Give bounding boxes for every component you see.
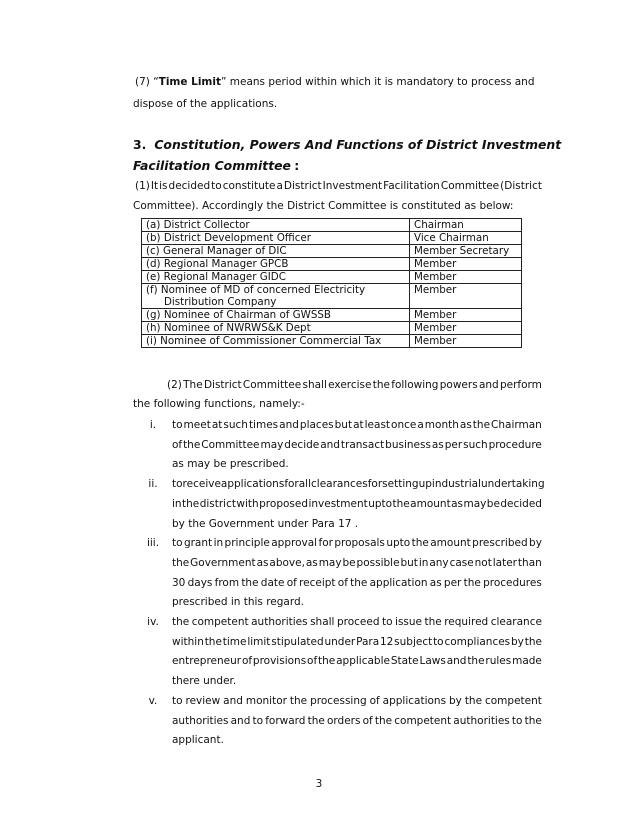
- function-word: case: [449, 556, 474, 569]
- function-word: once: [391, 419, 417, 431]
- function-word: days: [187, 576, 213, 589]
- function-word: than: [517, 556, 542, 569]
- function-word: may: [260, 438, 284, 451]
- function-word: 12: [379, 635, 394, 648]
- function-word: rules: [485, 655, 512, 668]
- function-word: upto: [368, 497, 393, 510]
- function-word: the: [172, 556, 190, 569]
- page-number: 3: [315, 778, 323, 790]
- table-row: [142, 322, 522, 335]
- function-word: be: [486, 497, 500, 510]
- para-1-word: It: [150, 180, 159, 192]
- function-word: limit: [247, 635, 271, 648]
- function-line: [172, 557, 542, 569]
- para-1-word: constitute: [222, 180, 276, 192]
- function-word: Committee: [201, 438, 260, 451]
- function-word: and: [279, 419, 299, 431]
- function-word: the: [463, 576, 481, 589]
- function-word: of: [172, 438, 183, 451]
- function-word: be: [342, 556, 356, 569]
- function-word: at: [353, 419, 364, 431]
- function-line: [172, 537, 542, 549]
- function-word: business: [385, 438, 431, 451]
- function-word: such: [223, 419, 248, 431]
- function-word: under: [324, 635, 356, 648]
- function-word: within: [172, 635, 204, 648]
- function-word: the: [183, 438, 201, 451]
- function-word: possible: [356, 556, 400, 569]
- committee-table: [141, 218, 522, 348]
- function-word: and: [223, 694, 243, 707]
- role-cell: Member: [410, 322, 522, 335]
- para-1-word: District: [283, 180, 322, 192]
- member-name: (e) Regional Manager GIDC: [146, 271, 286, 283]
- function-word: the: [467, 655, 485, 668]
- function-word: competent: [191, 616, 249, 628]
- member-cell: [142, 309, 410, 322]
- function-word: in: [418, 556, 429, 569]
- function-word: compliances: [444, 635, 511, 648]
- function-word: principle: [224, 537, 270, 550]
- function-word: approval: [271, 537, 318, 550]
- function-word: a: [417, 419, 424, 431]
- function-word: the: [524, 714, 542, 727]
- member-name: (a) District Collector: [146, 219, 250, 231]
- function-word: with: [236, 497, 259, 510]
- function-word: applicable: [336, 655, 390, 668]
- function-word: places: [299, 419, 334, 431]
- function-word: meet: [183, 419, 211, 431]
- para-2-word: the: [372, 379, 390, 391]
- para-7-prefix: (7) “: [135, 76, 159, 88]
- para-7-line-1: [135, 76, 535, 88]
- function-word: procedure: [488, 438, 542, 451]
- para-2-word: The: [183, 379, 203, 391]
- function-word: entrepreneur: [172, 655, 242, 668]
- function-word: the: [374, 714, 393, 727]
- function-word: up: [418, 478, 432, 491]
- function-word: for: [318, 537, 333, 550]
- function-word: of: [286, 576, 297, 589]
- function-word: times: [248, 419, 279, 431]
- function-word: per: [444, 438, 463, 451]
- para-7-rest: ” means period within which it is mandatory to process and: [221, 76, 535, 88]
- para-1-word: Facilitation: [383, 180, 440, 192]
- function-word: per: [443, 576, 462, 589]
- function-line: [172, 715, 542, 727]
- section-3-heading-line-2: [133, 158, 299, 173]
- para-2-word: (2): [167, 379, 182, 391]
- function-word: proposed: [259, 497, 309, 510]
- function-line: [172, 478, 545, 491]
- function-word: proposals: [334, 537, 385, 550]
- function-line: [172, 439, 542, 451]
- function-word: to: [382, 616, 393, 628]
- function-word: 30: [172, 576, 186, 589]
- para-2-word: and: [478, 379, 499, 391]
- function-word: of: [369, 694, 380, 707]
- function-word: the: [411, 537, 429, 550]
- para-2-word: shall: [302, 379, 327, 391]
- function-word: least: [364, 419, 391, 431]
- role-cell: Vice Chairman: [410, 232, 522, 245]
- function-word: of: [337, 576, 348, 589]
- function-word: proceed: [336, 616, 380, 628]
- member-name: (i) Nominee of Commissioner Commercial Tax: [146, 335, 382, 347]
- function-word: the: [524, 635, 542, 648]
- member-cell: [142, 335, 410, 348]
- function-word: Chairman: [491, 419, 542, 431]
- function-word: shall: [310, 616, 335, 628]
- para-7-line-2: dispose of the applications.: [133, 98, 278, 110]
- function-last-line: applicant.: [172, 734, 224, 747]
- function-word: later: [492, 556, 517, 569]
- function-word: and: [446, 655, 467, 668]
- function-word: the: [172, 616, 190, 628]
- para-1-word: a: [276, 180, 283, 192]
- function-word: the: [392, 497, 410, 510]
- member-name: (c) General Manager of DIC: [146, 245, 287, 257]
- function-word: month: [424, 419, 459, 431]
- function-word: time: [222, 635, 247, 648]
- member-cell: [142, 322, 410, 335]
- function-word: to: [172, 478, 183, 491]
- function-word: in: [172, 497, 182, 510]
- function-word: as: [451, 497, 464, 510]
- function-word: Laws: [419, 655, 446, 668]
- function-word: to: [252, 714, 264, 727]
- function-word: and: [230, 714, 251, 727]
- para-2-word: perform: [499, 379, 542, 391]
- function-word: stipulated: [271, 635, 324, 648]
- function-word: the: [464, 694, 483, 707]
- function-word: as: [429, 576, 442, 589]
- para-1-word: (District: [500, 180, 542, 192]
- function-word: competent: [484, 694, 542, 707]
- para-2-line-2: the following functions, namely:-: [133, 398, 305, 410]
- role-cell: Chairman: [410, 219, 522, 232]
- function-word: review: [185, 694, 221, 707]
- function-word: to: [172, 419, 183, 431]
- function-word: to: [172, 537, 183, 550]
- function-word: from: [214, 576, 240, 589]
- function-word: the: [472, 419, 491, 431]
- function-word: provisions: [252, 655, 307, 668]
- para-2-word: exercise: [328, 379, 372, 391]
- function-word: as: [431, 438, 444, 451]
- member-cell: [142, 245, 410, 258]
- function-word: competent: [394, 714, 452, 727]
- member-name: (h) Nominee of NWRWS&K Dept: [146, 322, 311, 334]
- function-word: at: [211, 419, 223, 431]
- function-word: above,: [269, 556, 305, 569]
- role-cell: Member Secretary: [410, 245, 522, 258]
- function-word: transact: [340, 438, 385, 451]
- function-numeral: i.: [149, 419, 157, 431]
- function-line: [172, 695, 542, 707]
- function-word: as: [459, 419, 472, 431]
- function-word: the: [318, 655, 336, 668]
- function-word: for: [367, 478, 383, 491]
- member-cell: [142, 258, 410, 271]
- function-last-line: as may be prescribed.: [172, 458, 289, 471]
- function-word: date: [260, 576, 285, 589]
- function-word: applications: [382, 694, 447, 707]
- para-7-term: Time Limit: [158, 76, 221, 88]
- function-word: to: [511, 714, 523, 727]
- function-word: applications: [220, 478, 285, 491]
- table-row: [142, 232, 522, 245]
- function-word: monitor: [245, 694, 287, 707]
- function-word: subject: [394, 635, 433, 648]
- function-word: of: [362, 714, 373, 727]
- function-word: orders: [327, 714, 361, 727]
- function-word: upto: [386, 537, 411, 550]
- function-word: prescribed: [472, 537, 528, 550]
- function-word: any: [429, 556, 449, 569]
- function-word: such: [463, 438, 488, 451]
- function-word: made: [512, 655, 542, 668]
- function-word: Para: [356, 635, 380, 648]
- para-2-word: powers: [439, 379, 478, 391]
- function-word: the: [307, 714, 325, 727]
- para-2-word: Committee: [242, 379, 302, 391]
- para-1-word: decided: [168, 180, 211, 192]
- member-name: (g) Nominee of Chairman of GWSSB: [146, 309, 331, 321]
- function-line: [172, 577, 542, 589]
- function-word: the: [350, 576, 368, 589]
- function-word: amount: [410, 497, 451, 510]
- function-word: authorities: [172, 714, 229, 727]
- function-line: [172, 655, 542, 667]
- function-word: industrial: [431, 478, 481, 491]
- function-word: setting: [382, 478, 419, 491]
- function-numeral: v.: [148, 694, 158, 707]
- role-cell: Member: [410, 309, 522, 322]
- function-word: by: [510, 635, 524, 648]
- function-word: issue: [395, 616, 423, 628]
- function-word: receipt: [299, 576, 336, 589]
- function-word: amount: [430, 537, 471, 550]
- function-last-line: there under.: [172, 675, 237, 688]
- function-line: [172, 419, 542, 431]
- function-numeral: iv.: [147, 616, 159, 628]
- function-word: for: [284, 478, 299, 491]
- function-word: but: [400, 556, 418, 569]
- function-last-line: prescribed in this regard.: [172, 596, 305, 609]
- function-word: receive: [182, 478, 221, 491]
- table-row: [142, 219, 522, 232]
- function-word: by: [448, 694, 462, 707]
- table-row: [142, 271, 522, 284]
- para-1-word: Investment: [322, 180, 383, 192]
- function-word: district: [199, 497, 236, 510]
- function-word: the: [241, 576, 259, 589]
- section-3-title: Constitution, Powers And Functions of District Investment: [154, 137, 562, 152]
- table-row: [142, 335, 522, 348]
- function-line: [172, 498, 542, 510]
- function-word: may: [318, 556, 342, 569]
- para-1-word: is: [159, 180, 168, 192]
- function-word: the: [289, 694, 308, 707]
- function-word: clearances: [311, 478, 368, 491]
- function-word: not: [474, 556, 492, 569]
- function-word: processing: [310, 694, 367, 707]
- function-word: State: [390, 655, 419, 668]
- function-line: [172, 636, 542, 648]
- function-word: but: [334, 419, 353, 431]
- function-word: in: [213, 537, 224, 550]
- para-1-line-2: Committee). Accordingly the District Committee is constituted as below:: [133, 200, 514, 212]
- function-word: decided: [500, 497, 542, 510]
- function-word: procedures: [483, 576, 542, 589]
- role-cell: Member: [410, 258, 522, 271]
- table-row: [142, 245, 522, 258]
- function-word: the: [204, 635, 222, 648]
- function-word: as: [305, 556, 318, 569]
- para-1-line-1: [135, 180, 542, 192]
- section-3-title-cont: Facilitation Committee: [133, 158, 291, 173]
- para-1-word: (1): [135, 180, 150, 192]
- function-last-line: by the Government under Para 17 .: [172, 517, 359, 530]
- section-3-heading-line-1: [133, 137, 562, 152]
- function-word: all: [298, 478, 312, 491]
- function-word: as: [256, 556, 269, 569]
- function-word: the: [182, 497, 200, 510]
- function-word: of: [241, 655, 253, 668]
- function-word: Government: [190, 556, 256, 569]
- role-cell: Member: [410, 335, 522, 348]
- para-1-word: to: [211, 180, 222, 192]
- member-name: (d) Regional Manager GPCB: [146, 258, 289, 270]
- function-word: authorities: [453, 714, 510, 727]
- member-cell: [142, 232, 410, 245]
- para-2-line-1: [167, 379, 542, 391]
- function-word: of: [307, 655, 318, 668]
- function-word: authorities: [251, 616, 308, 628]
- function-word: and: [320, 438, 340, 451]
- para-2-word: following: [391, 379, 439, 391]
- role-cell: Member: [410, 284, 522, 309]
- function-word: investment: [308, 497, 368, 510]
- function-word: clearance: [490, 616, 542, 628]
- para-2-word: District: [203, 379, 242, 391]
- function-word: may: [463, 497, 487, 510]
- para-1-word: Committee: [440, 180, 500, 192]
- member-cell: [142, 284, 410, 309]
- function-word: decide: [284, 438, 320, 451]
- function-line: [172, 616, 542, 628]
- function-word: required: [444, 616, 489, 628]
- member-cell: [142, 271, 410, 284]
- function-word: the: [424, 616, 442, 628]
- function-word: application: [369, 576, 428, 589]
- table-row: [142, 284, 522, 309]
- function-word: to: [433, 635, 444, 648]
- function-word: grant: [183, 537, 213, 550]
- section-3-title-colon: :: [294, 158, 300, 173]
- function-numeral: ii.: [148, 478, 158, 491]
- member-cell: [142, 219, 410, 232]
- function-word: undertaking: [480, 478, 545, 491]
- section-3-number: 3.: [133, 137, 147, 152]
- member-name-cont: Distribution Company: [164, 296, 277, 308]
- function-numeral: iii.: [146, 537, 160, 550]
- function-word: forward: [265, 714, 306, 727]
- function-word: by: [529, 537, 542, 550]
- table-row: [142, 309, 522, 322]
- function-word: to: [172, 694, 183, 707]
- table-row: [142, 258, 522, 271]
- role-cell: Member: [410, 271, 522, 284]
- member-name: (b) District Development Officer: [146, 232, 311, 244]
- member-name: (f) Nominee of MD of concerned Electricity: [146, 284, 366, 296]
